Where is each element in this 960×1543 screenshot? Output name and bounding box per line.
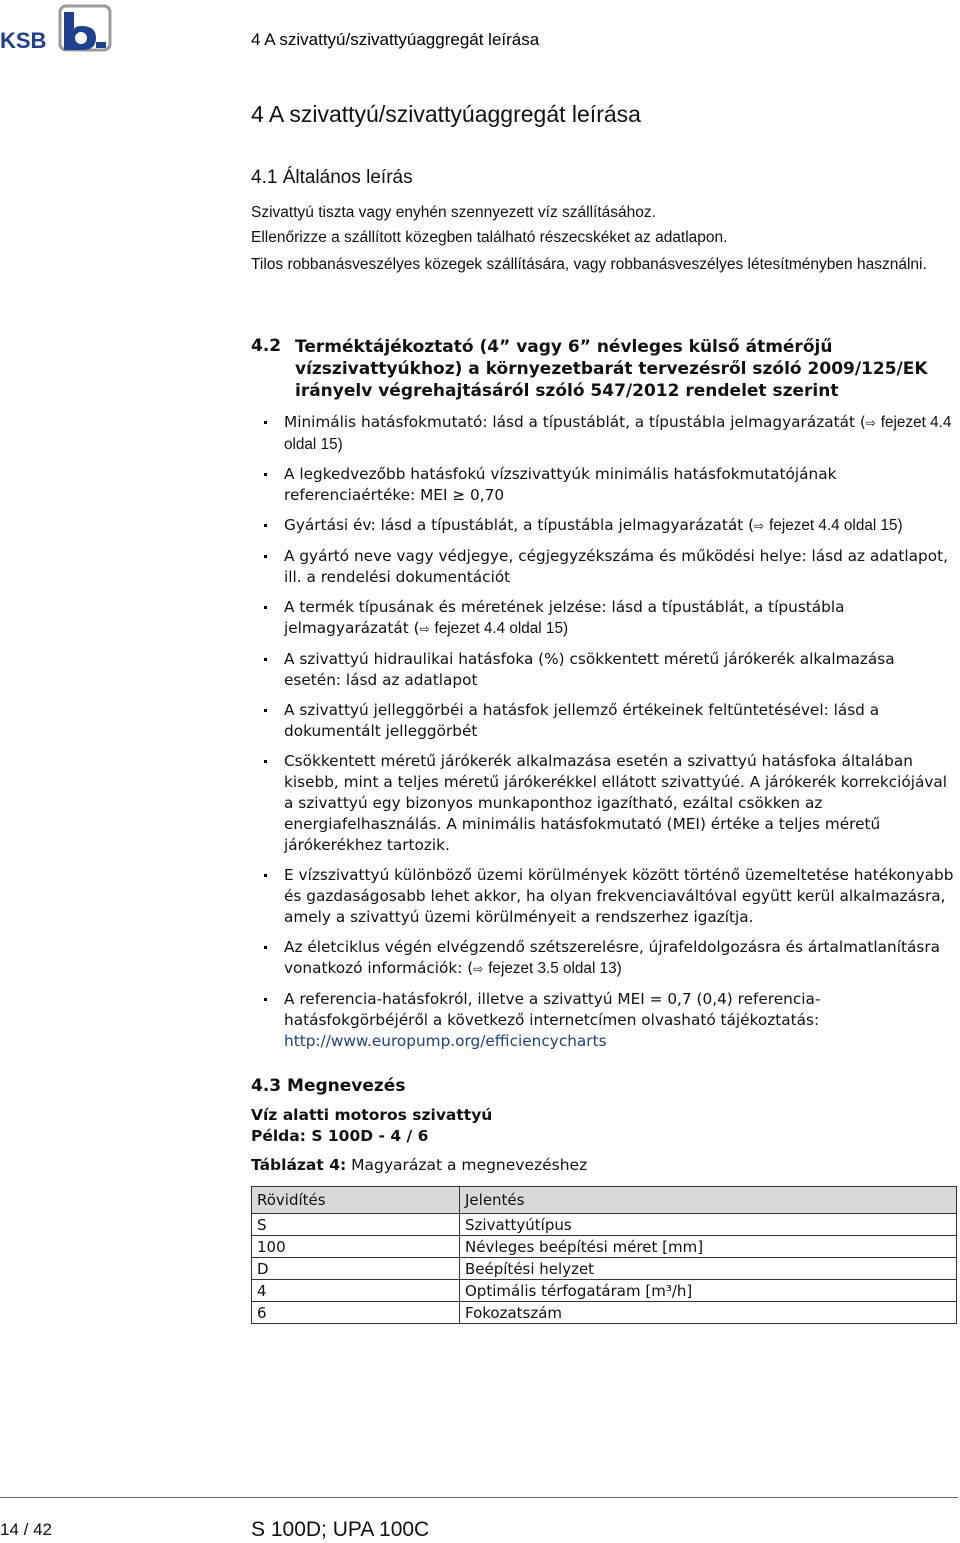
bullet-icon xyxy=(264,998,267,1001)
table-caption xyxy=(251,1156,587,1174)
bullet-icon xyxy=(264,524,267,527)
table-header-row xyxy=(252,1187,957,1214)
section-41-body xyxy=(251,202,956,283)
product-info-list xyxy=(251,412,956,1061)
page-number: 14 / 42 xyxy=(0,1520,52,1539)
list-item-text: A termék típusának és méretének jelzése: lásd a típustáblát, a típustábla jelmagyarázatát ( xyxy=(284,598,845,637)
bullet-icon xyxy=(264,473,267,476)
list-item xyxy=(251,412,956,455)
reference-arrow-icon: ⇨ xyxy=(419,622,430,636)
cross-reference-link[interactable]: fejezet 4.4 oldal 15) xyxy=(284,414,952,453)
meaning-cell: Szivattyútípus xyxy=(460,1214,957,1236)
list-item-text: Csökkentett méretű járókerék alkalmazása esetén a szivattyú hatásfoka általában kisebb, mint a teljes méretű járókerékkel ellátott szivattyúé. A járókerék korrekciójával a szivattyú egy bizonyos munkaponthoz igazítható, ezáltal csökken az energiafelhasználás. A minimális hatásfokmutató (MEI) értéke a teljes méretű járókerékhez tartozik. xyxy=(284,752,948,854)
list-item-text: A referencia-hatásfokról, illetve a szivattyú MEI = 0,7 (0,4) referencia-hatásfokgörbéjéről a következő internetcímen olvasható tájékoztatás: xyxy=(284,990,821,1029)
bullet-icon xyxy=(264,606,267,609)
paragraph: Ellenőrizze a szállított közegben található részecskéket az adatlapon. xyxy=(251,229,728,246)
list-item xyxy=(251,700,956,742)
caption-text: Magyarázat a megnevezéshez xyxy=(346,1156,588,1174)
table-row xyxy=(252,1214,957,1236)
document-id: S 100D; UPA 100C xyxy=(251,1518,430,1541)
list-item-text: Gyártási év: lásd a típustáblát, a típustábla jelmagyarázatát ( xyxy=(284,516,755,534)
bullet-icon xyxy=(264,421,267,424)
caption-label: Táblázat 4: xyxy=(251,1156,347,1174)
list-item xyxy=(251,546,956,588)
meaning-cell: Optimális térfogatáram [m³/h] xyxy=(460,1280,957,1302)
cross-reference-link[interactable]: fejezet 3.5 oldal 13) xyxy=(488,960,622,977)
bullet-icon xyxy=(264,555,267,558)
designation-table xyxy=(251,1186,957,1324)
bullet-icon xyxy=(264,946,267,949)
list-item-text: E vízszivattyú különböző üzemi körülmények között történő üzemeltetése hatékonyabb és gazdaságosabb lehet akkor, ha olyan frekvenciaváltóval együtt kerül alkalmazásra, amely a szivattyú üzemi körülményeit a rendszerhez igazítja. xyxy=(284,866,954,926)
abbreviation-cell: 4 xyxy=(252,1280,460,1302)
list-item xyxy=(251,649,956,691)
list-item-text: A szivattyú jelleggörbéi a hatásfok jellemző értékeinek feltüntetésével: lásd a dokumentált jelleggörbét xyxy=(284,701,880,740)
paragraph: Szivattyú tiszta vagy enyhén szennyezett víz szállításához. xyxy=(251,204,656,221)
section-4-heading: 4 A szivattyú/szivattyúaggregát leírása xyxy=(251,101,641,127)
table-row xyxy=(252,1302,957,1324)
cross-reference-link[interactable]: fejezet 4.4 oldal 15) xyxy=(434,620,569,637)
column-header: Jelentés xyxy=(460,1187,957,1214)
list-item-text: Az életciklus végén elvégzendő szétszerelésre, újrafeldolgozásra és ártalmatlanításra vonatkozó információk: ( xyxy=(284,938,940,977)
meaning-cell: Beépítési helyzet xyxy=(460,1258,957,1280)
designation-example: Példa: S 100D - 4 / 6 xyxy=(251,1127,429,1145)
abbreviation-cell: 6 xyxy=(252,1302,460,1324)
table-row xyxy=(252,1258,957,1280)
table-row xyxy=(252,1236,957,1258)
cross-reference-link[interactable]: fejezet 4.4 oldal 15) xyxy=(769,517,903,534)
list-item-text: A gyártó neve vagy védjegye, cégjegyzékszáma és működési helye: lásd az adatlapot, ill. a rendelési dokumentációt xyxy=(284,547,948,586)
bullet-icon xyxy=(264,658,267,661)
bullet-icon xyxy=(264,709,267,712)
abbreviation-cell: S xyxy=(252,1214,460,1236)
list-item xyxy=(251,464,956,506)
list-item xyxy=(251,515,956,537)
section-number: 4.2 xyxy=(251,336,282,356)
running-header: 4 A szivattyú/szivattyúaggregát leírása xyxy=(251,30,540,49)
efficiency-charts-link[interactable]: http://www.europump.org/efficiencycharts xyxy=(284,1032,607,1050)
list-item xyxy=(251,937,956,980)
list-item-text: A szivattyú hidraulikai hatásfoka (%) csökkentett méretű járókerék alkalmazása esetén: lásd az adatlapot xyxy=(284,650,895,689)
section-43-heading: 4.3 Megnevezés xyxy=(251,1076,406,1096)
meaning-cell: Névleges beépítési méret [mm] xyxy=(460,1236,957,1258)
footer-divider xyxy=(0,1497,958,1498)
section-title: Terméktájékoztató (4” vagy 6” névleges külső átmérőjű vízszivattyúkhoz) a környezetbarát tervezésről szóló 2009/125/EK irányelv végrehajtásáról szóló 547/2012 rendelet szerint xyxy=(295,337,928,401)
section-42-heading xyxy=(251,336,956,402)
bullet-icon xyxy=(264,874,267,877)
table-row xyxy=(252,1280,957,1302)
list-item xyxy=(251,989,956,1052)
ksb-logo xyxy=(0,4,112,52)
reference-arrow-icon: ⇨ xyxy=(754,519,765,533)
meaning-cell: Fokozatszám xyxy=(460,1302,957,1324)
column-header: Rövidítés xyxy=(252,1187,460,1214)
list-item xyxy=(251,751,956,856)
list-item-text: A legkedvezőbb hatásfokú vízszivattyúk minimális hatásfokmutatójának referenciaértéke: MEI ≥ 0,70 xyxy=(284,465,837,504)
reference-arrow-icon: ⇨ xyxy=(865,416,876,430)
svg-text:KSB: KSB xyxy=(0,28,47,52)
abbreviation-cell: D xyxy=(252,1258,460,1280)
list-item-text: Minimális hatásfokmutató: lásd a típustáblát, a típustábla jelmagyarázatát ( xyxy=(284,413,866,431)
list-item xyxy=(251,597,956,640)
reference-arrow-icon: ⇨ xyxy=(473,962,484,976)
list-item xyxy=(251,865,956,928)
bullet-icon xyxy=(264,760,267,763)
paragraph: Tilos robbanásveszélyes közegek szállítására, vagy robbanásveszélyes létesítményben használni. xyxy=(251,256,927,273)
section-41-heading: 4.1 Általános leírás xyxy=(251,167,413,188)
product-subtitle: Víz alatti motoros szivattyú xyxy=(251,1106,493,1124)
abbreviation-cell: 100 xyxy=(252,1236,460,1258)
